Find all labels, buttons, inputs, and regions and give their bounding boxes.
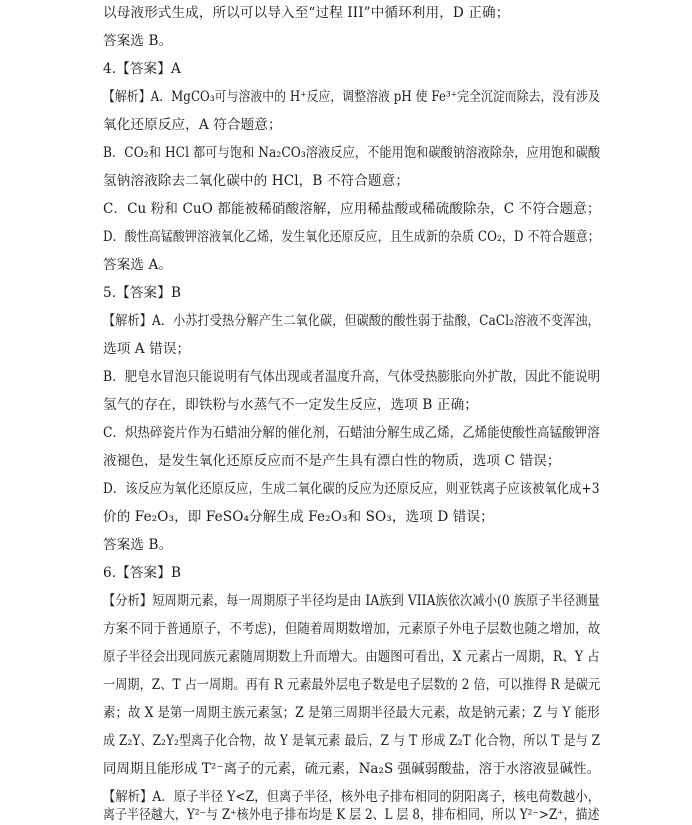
- text-line: 原子半径会出现同族元素随周期数上升而增大。由题图可看出，X 元素占一周期，R、Y 占: [103, 649, 600, 665]
- text-line: 液褪色，是发生氧化还原反应而不是产生具有漂白性的物质，选项 C 错误；: [103, 453, 561, 469]
- text-line: 氢钠溶液除去二氧化碳中的 HCl，B 不符合题意；: [103, 173, 410, 189]
- text-line: 离子半径越大，Y²⁻与 Z⁺核外电子排布均是 K 层 2、L 层 8，排布相同，所以 Y²⁻>Z⁺，描述: [103, 807, 600, 823]
- text-line: D．该反应为氧化还原反应，生成二氧化碳的反应为还原反应，则亚铁离子应该被氧化成+3: [103, 481, 600, 497]
- text-line: 以母液形式生成，所以可以导入至“过程 III”中循环利用，D 正确；: [103, 5, 510, 21]
- text-line: C．炽热碎瓷片作为石蜡油分解的催化剂，石蜡油分解生成乙烯，乙烯能使酸性高锰酸钾溶: [103, 425, 600, 441]
- text-line: 【解析】A．MgCO₃可与溶液中的 H⁺反应，调整溶液 pH 使 Fe³⁺完全沉淀而除去，没有涉及: [103, 89, 600, 105]
- text-line: 价的 Fe₂O₃，即 FeSO₄分解生成 Fe₂O₃和 SO₃，选项 D 错误；: [103, 509, 494, 525]
- text-line: 氧化还原反应，A 符合题意；: [103, 117, 282, 133]
- text-line: 素；故 X 是第一周期主族元素氢；Z 是第三周期半径最大元素，故是钠元素；Z 与 Y 能形: [103, 705, 600, 721]
- text-line: 氢气的存在，即铁粉与水蒸气不一定发生反应，选项 B 正确；: [103, 397, 478, 413]
- text-line: 【解析】A．小苏打受热分解产生二氧化碳，但碳酸的酸性弱于盐酸，CaCl₂溶液不变浑浊，: [103, 313, 600, 329]
- text-line: 成 Z₂Y、Z₂Y₂型离子化合物，故 Y 是氧元素 最后，Z 与 T 形成 Z₂T 化合物，所以 T 是与 Z: [103, 733, 601, 749]
- text-line: B．CO₂和 HCl 都可与饱和 Na₂CO₃溶液反应，不能用饱和碳酸钠溶液除杂，应用饱和碳酸: [103, 145, 601, 161]
- text-line: 同周期且能形成 T²⁻离子的元素，硫元素，Na₂S 强碱弱酸盐，溶于水溶液显碱性。: [103, 761, 601, 777]
- text-line: 选项 A 错误；: [103, 341, 191, 357]
- text-line: 【分析】短周期元素，每一周期原子半径均是由 IA族到 VIIA族依次减小(0 族原子半径测量: [103, 593, 600, 609]
- text-line: 一周期，Z、T 占一周期。再有 R 元素最外层电子数是电子层数的 2 倍，可以推得 R 是碳元: [103, 677, 601, 693]
- text-line: D．酸性高锰酸钾溶液氧化乙烯，发生氧化还原反应，且生成新的杂质 CO₂，D 不符合题意；: [103, 229, 600, 245]
- text-line: 答案选 B。: [103, 537, 173, 553]
- text-line: 答案选 B。: [103, 33, 173, 49]
- answer-heading: 5.【答案】B: [103, 285, 182, 301]
- answer-heading: 6.【答案】B: [103, 565, 182, 581]
- text-line: B．肥皂水冒泡只能说明有气体出现或者温度升高，气体受热膨胀向外扩散，因此不能说明: [103, 369, 601, 385]
- text-line: 【解析】A．原子半径 Y<Z，但离子半径，核外电子排布相同的阴阳离子，核电荷数越小，: [103, 789, 601, 805]
- text-line: C．Cu 粉和 CuO 都能被稀硝酸溶解，应用稀盐酸或稀硫酸除杂，C 不符合题意；: [103, 201, 601, 217]
- answer-heading: 4.【答案】A: [103, 61, 181, 77]
- text-line: 方案不同于普通原子，不考虑)，但随着周期数增加，元素原子外电子层数也随之增加，故: [103, 621, 601, 637]
- text-line: 答案选 A。: [103, 257, 173, 273]
